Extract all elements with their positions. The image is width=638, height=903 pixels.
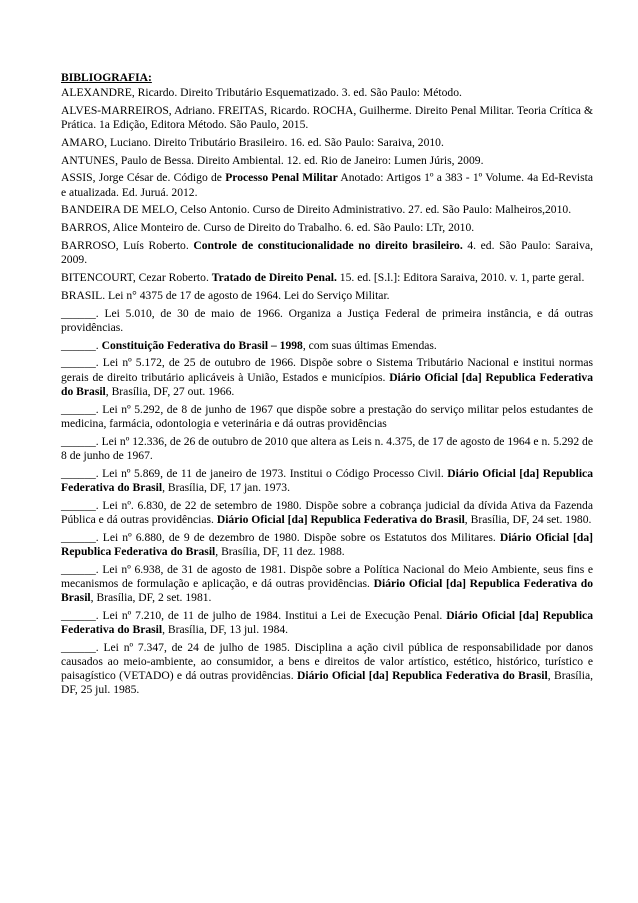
entry-text: ALEXANDRE, Ricardo. Direito Tributário Esquematizado. 3. ed. São Paulo: Método. — [61, 86, 462, 99]
bibliography-entry — [61, 307, 593, 335]
bibliography-entry — [61, 499, 593, 527]
entry-text: , Brasília, DF, 11 dez. 1988. — [215, 544, 345, 558]
bibliography-entry — [61, 136, 593, 150]
entry-bold-title: Diário Oficial [da] Republica Federativa do Brasil — [61, 608, 594, 636]
entry-bold-title: Processo Penal Militar — [225, 171, 338, 185]
entry-text: ______. Lei nº 7.347, de 24 de julho de 1985. Disciplina a ação civil pública de responsabilidade por danos causados ao meio-ambiente, ao consumidor, a bens e direitos de valor artístico, estético, histórico, turístico e paisagístico (VETADO) e dá outras providências. — [61, 640, 593, 683]
entry-text: BARROS, Alice Monteiro de. Curso de Direito do Trabalho. 6. ed. São Paulo: LTr, 2010. — [61, 221, 475, 235]
entry-text: ALVES-MARREIROS, Adriano. FREITAS, Ricardo. ROCHA, Guilherme. Direito Penal Militar. Teoria Crítica & Prática. 1a Edição, Editora Método. São Paulo, 2015. — [61, 103, 593, 131]
entry-text: , Brasília, DF, 25 jul. 1985. — [61, 669, 593, 697]
entry-text: ______. Lei nº 5.292, de 8 de junho de 1967 que dispõe sobre a prestação do serviço militar pelos estudantes de medicina, farmácia, odontologia e veterinária e dá outras providências — [61, 402, 593, 430]
bibliography-list — [61, 86, 593, 698]
entry-text: ______. Lei nº 6.880, de 9 de dezembro de 1980. Dispõe sobre os Estatutos dos Militares. — [61, 530, 500, 544]
entry-text: , com suas últimas Emendas. — [302, 338, 437, 352]
bibliography-entry — [61, 467, 593, 495]
bibliography-page — [61, 71, 593, 701]
entry-text: ANTUNES, Paulo de Bessa. Direito Ambiental. 12. ed. Rio de Janeiro: Lumen Júris, 2009. — [61, 153, 484, 167]
entry-text: ______. Lei nº 7.210, de 11 de julho de 1984. Institui a Lei de Execução Penal. — [61, 608, 447, 622]
bibliography-entry — [61, 104, 593, 132]
entry-bold-title: Diário Oficial [da] Republica Federativa do Brasil — [61, 530, 593, 558]
bibliography-entry — [61, 154, 593, 168]
bibliography-entry — [61, 339, 593, 353]
entry-text: Anotado: Artigos 1º a 383 - 1º Volume. 4a Ed-Revista e atualizada. Ed. Juruá. 2012. — [61, 171, 594, 199]
entry-text: ______. Lei 5.010, de 30 de maio de 1966. Organiza a Justiça Federal de primeira instância, e dá outras providências. — [61, 306, 593, 334]
bibliography-entry — [61, 609, 593, 637]
entry-text: , Brasília, DF, 17 jan. 1973. — [162, 480, 291, 494]
bibliography-heading: BIBLIOGRAFIA: — [61, 71, 152, 84]
entry-text: ______. Lei nº. 6.830, de 22 de setembro de 1980. Dispõe sobre a cobrança judicial da dívida Ativa da Fazenda Pública e dá outras providências. — [61, 498, 593, 526]
bibliography-entry — [61, 435, 593, 463]
entry-bold-title: Diário Oficial [da] Republica Federativa do Brasil — [61, 576, 593, 604]
bibliography-entry — [61, 239, 593, 267]
bibliography-entry — [61, 171, 593, 199]
bibliography-entry — [61, 403, 593, 431]
entry-text: BITENCOURT, Cezar Roberto. — [61, 270, 212, 284]
entry-bold-title: Constituição Federativa do Brasil – 1998 — [101, 338, 303, 352]
bibliography-entry — [61, 641, 593, 698]
entry-bold-title: Diário Oficial [da] Republica Federativa do Brasil — [296, 669, 548, 683]
entry-text: AMARO, Luciano. Direito Tributário Brasileiro. 16. ed. São Paulo: Saraiva, 2010. — [61, 135, 444, 149]
entry-text: ______. Lei nº 5.172, de 25 de outubro de 1966. Dispõe sobre o Sistema Tributário Nacional e institui normas gerais de direito tributário aplicáveis à União, Estados e municípios. — [61, 356, 593, 384]
entry-bold-title: Controle de constitucionalidade no direito brasileiro. — [193, 238, 463, 252]
entry-text: , Brasília, DF, 24 set. 1980. — [464, 512, 592, 526]
bibliography-entry — [61, 531, 593, 559]
bibliography-entry — [61, 271, 593, 285]
entry-bold-title: Diário Oficial [da] Republica Federativa do Brasil — [216, 512, 465, 526]
bibliography-entry — [61, 86, 593, 100]
entry-text: BANDEIRA DE MELO, Celso Antonio. Curso de Direito Administrativo. 27. ed. São Paulo: Malheiros,2010. — [61, 203, 572, 217]
entry-text: BARROSO, Luís Roberto. — [61, 238, 194, 252]
entry-text: ______. Lei nº 12.336, de 26 de outubro de 2010 que altera as Leis n. 4.375, de 17 de agosto de 1964 e n. 5.292 de 8 de junho de 1967. — [61, 434, 593, 462]
entry-text: ______. — [61, 338, 102, 352]
entry-bold-title: Tratado de Direito Penal. — [211, 270, 337, 284]
entry-text: ______. Lei nº 6.938, de 31 de agosto de 1981. Dispõe sobre a Política Nacional do Meio Ambiente, seus fins e mecanismos de formulação e aplicação, e dá outras providências. — [61, 562, 593, 590]
entry-text: ______. Lei nº 5.869, de 11 de janeiro de 1973. Institui o Código Processo Civil. — [61, 466, 448, 480]
entry-bold-title: Diário Oficial [da] Republica Federativa do Brasil — [61, 466, 593, 494]
bibliography-entry — [61, 221, 593, 235]
bibliography-entry — [61, 203, 593, 217]
entry-bold-title: Diário Oficial [da] Republica Federativa do Brasil — [61, 370, 593, 398]
entry-text: , Brasília, DF, 2 set. 1981. — [90, 590, 212, 604]
entry-text: 4. ed. São Paulo: Saraiva, 2009. — [61, 238, 593, 267]
entry-text: BRASIL. Lei n° 4375 de 17 de agosto de 1964. Lei do Serviço Militar. — [61, 288, 390, 302]
bibliography-entry — [61, 289, 593, 303]
bibliography-entry — [61, 356, 593, 399]
entry-text: , Brasília, DF, 27 out. 1966. — [105, 384, 235, 398]
entry-text: ASSIS, Jorge César de. Código de — [61, 171, 226, 185]
bibliography-entry — [61, 563, 593, 606]
entry-text: 15. ed. [S.l.]: Editora Saraiva, 2010. v. 1, parte geral. — [336, 270, 585, 284]
entry-text: , Brasília, DF, 13 jul. 1984. — [162, 622, 289, 636]
